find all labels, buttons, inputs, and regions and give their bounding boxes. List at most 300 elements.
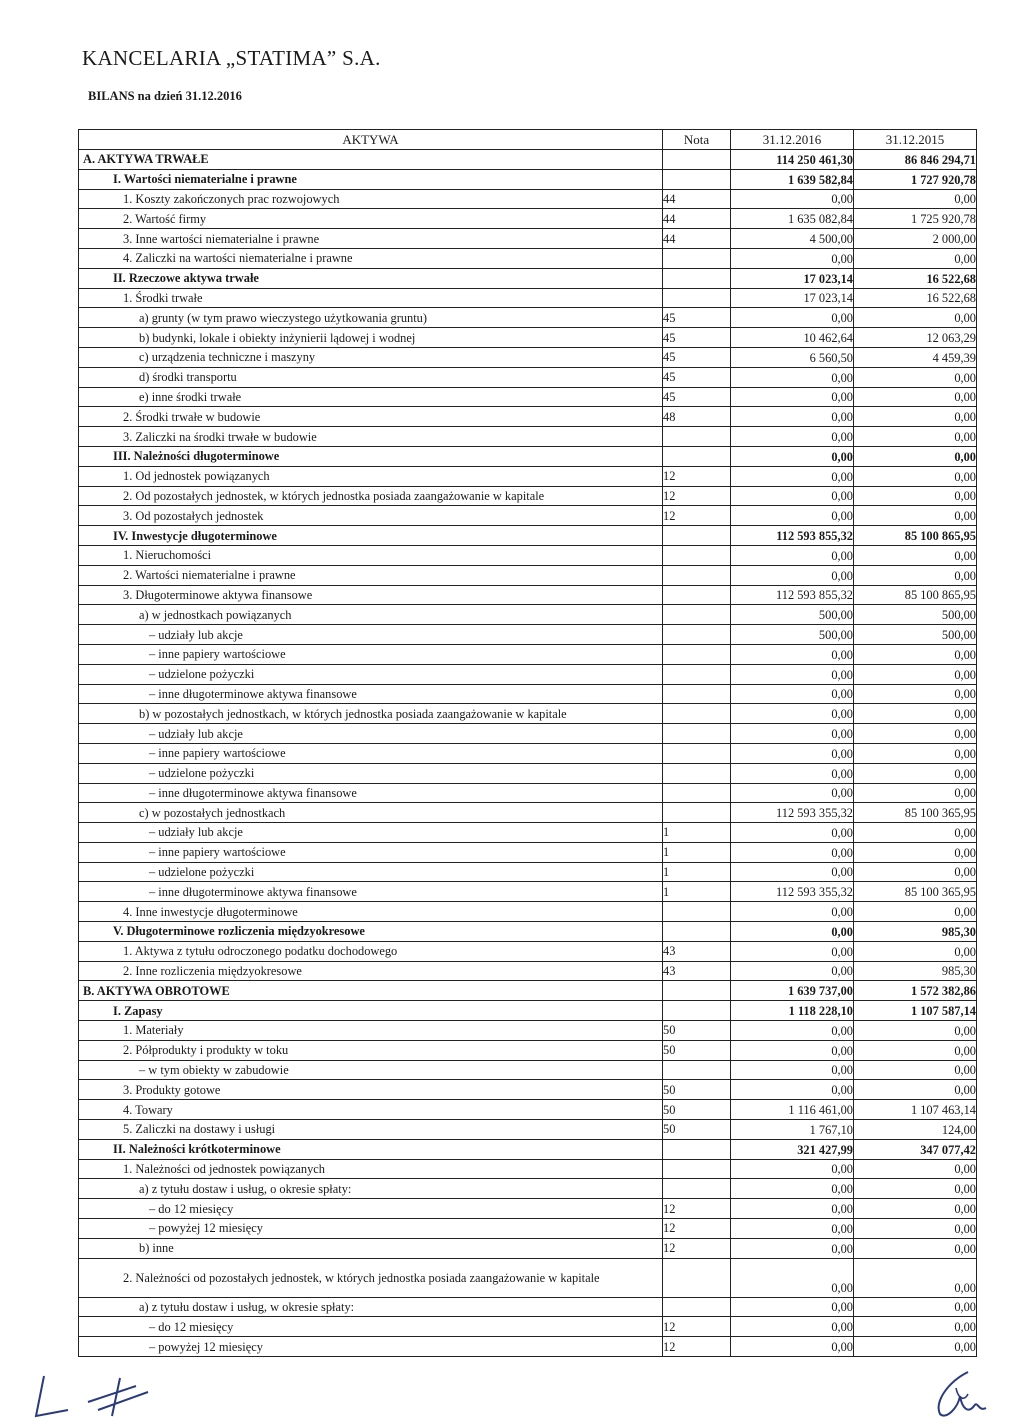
row-value-previous: 0,00 — [854, 1258, 977, 1297]
row-value-previous: 85 100 365,95 — [854, 803, 977, 823]
row-nota — [663, 1001, 731, 1021]
row-nota — [663, 803, 731, 823]
row-nota: 1 — [663, 823, 731, 843]
row-nota — [663, 169, 731, 189]
row-value-current: 0,00 — [731, 367, 854, 387]
row-value-current: 0,00 — [731, 941, 854, 961]
row-value-previous: 0,00 — [854, 1238, 977, 1258]
row-label: e) inne środki trwałe — [79, 387, 663, 407]
column-header-label: AKTYWA — [79, 130, 663, 150]
row-label: – udzielone pożyczki — [79, 664, 663, 684]
row-nota: 12 — [663, 1238, 731, 1258]
table-row — [79, 1238, 977, 1258]
row-value-previous: 0,00 — [854, 941, 977, 961]
row-value-previous: 0,00 — [854, 506, 977, 526]
row-label: a) z tytułu dostaw i usług, w okresie spłaty: — [79, 1297, 663, 1317]
row-label: b) w pozostałych jednostkach, w których jednostka posiada zaangażowanie w kapitale — [79, 704, 663, 724]
row-nota: 43 — [663, 961, 731, 981]
row-label: 2. Półprodukty i produkty w toku — [79, 1040, 663, 1060]
table-row — [79, 664, 977, 684]
row-label: 2. Należności od pozostałych jednostek, w których jednostka posiada zaangażowanie w kapitale — [79, 1258, 663, 1297]
row-label: 4. Zaliczki na wartości niematerialne i prawne — [79, 248, 663, 268]
table-row — [79, 288, 977, 308]
row-label: – inne długoterminowe aktywa finansowe — [79, 684, 663, 704]
row-label: 2. Środki trwałe w budowie — [79, 407, 663, 427]
table-row — [79, 1317, 977, 1337]
row-label: a) w jednostkach powiązanych — [79, 605, 663, 625]
row-value-previous: 12 063,29 — [854, 328, 977, 348]
row-label: – w tym obiekty w zabudowie — [79, 1060, 663, 1080]
row-label: 1. Środki trwałe — [79, 288, 663, 308]
balance-sheet-title: BILANS na dzień 31.12.2016 — [88, 89, 242, 103]
table-row — [79, 446, 977, 466]
row-label: 2. Wartości niematerialne i prawne — [79, 565, 663, 585]
row-value-current: 321 427,99 — [731, 1139, 854, 1159]
row-value-previous: 500,00 — [854, 625, 977, 645]
table-row — [79, 743, 977, 763]
row-nota — [663, 684, 731, 704]
table-row — [79, 724, 977, 744]
row-value-previous: 0,00 — [854, 763, 977, 783]
row-label: 3. Od pozostałych jednostek — [79, 506, 663, 526]
table-row — [79, 506, 977, 526]
row-value-current: 1 116 461,00 — [731, 1100, 854, 1120]
row-label: – udziały lub akcje — [79, 724, 663, 744]
row-value-current: 1 118 228,10 — [731, 1001, 854, 1021]
table-row — [79, 981, 977, 1001]
table-row — [79, 605, 977, 625]
table-header-row — [79, 130, 977, 150]
row-nota: 45 — [663, 347, 731, 367]
row-value-previous: 985,30 — [854, 922, 977, 942]
row-value-previous: 985,30 — [854, 961, 977, 981]
row-nota — [663, 922, 731, 942]
row-value-previous: 0,00 — [854, 367, 977, 387]
row-nota: 44 — [663, 189, 731, 209]
row-value-previous: 0,00 — [854, 664, 977, 684]
row-value-previous: 85 100 865,95 — [854, 585, 977, 605]
row-value-previous: 0,00 — [854, 644, 977, 664]
row-nota: 12 — [663, 506, 731, 526]
row-nota: 44 — [663, 229, 731, 249]
table-row — [79, 526, 977, 546]
row-nota — [663, 545, 731, 565]
row-value-previous: 1 725 920,78 — [854, 209, 977, 229]
table-row — [79, 328, 977, 348]
table-row — [79, 1199, 977, 1219]
table-row — [79, 150, 977, 170]
row-label: – do 12 miesięcy — [79, 1317, 663, 1337]
row-value-current: 0,00 — [731, 1021, 854, 1041]
row-value-current: 0,00 — [731, 823, 854, 843]
table-row — [79, 922, 977, 942]
row-nota: 1 — [663, 862, 731, 882]
table-row — [79, 565, 977, 585]
row-nota — [663, 526, 731, 546]
row-value-current: 0,00 — [731, 1337, 854, 1357]
row-value-previous: 0,00 — [854, 1219, 977, 1239]
row-value-previous: 0,00 — [854, 724, 977, 744]
row-label: 3. Zaliczki na środki trwałe w budowie — [79, 427, 663, 447]
table-row — [79, 1219, 977, 1239]
row-value-current: 0,00 — [731, 1159, 854, 1179]
row-label: – inne długoterminowe aktywa finansowe — [79, 882, 663, 902]
row-nota — [663, 565, 731, 585]
row-value-previous: 500,00 — [854, 605, 977, 625]
row-value-current: 1 639 582,84 — [731, 169, 854, 189]
row-value-previous: 0,00 — [854, 427, 977, 447]
row-label: – udzielone pożyczki — [79, 763, 663, 783]
row-label: b) budynki, lokale i obiekty inżynierii lądowej i wodnej — [79, 328, 663, 348]
table-row — [79, 941, 977, 961]
row-value-current: 0,00 — [731, 922, 854, 942]
table-row — [79, 189, 977, 209]
row-value-previous: 0,00 — [854, 545, 977, 565]
row-value-previous: 1 572 382,86 — [854, 981, 977, 1001]
row-value-current: 112 593 855,32 — [731, 526, 854, 546]
row-value-current: 0,00 — [731, 743, 854, 763]
row-value-current: 500,00 — [731, 605, 854, 625]
row-label: – inne papiery wartościowe — [79, 842, 663, 862]
signature-left-icon — [28, 1372, 158, 1420]
row-label: – udziały lub akcje — [79, 823, 663, 843]
table-row — [79, 1001, 977, 1021]
row-nota: 1 — [663, 842, 731, 862]
balance-sheet-table — [78, 129, 977, 1357]
row-value-current: 0,00 — [731, 466, 854, 486]
row-value-previous: 0,00 — [854, 743, 977, 763]
row-label: 1. Materiały — [79, 1021, 663, 1041]
row-nota: 48 — [663, 407, 731, 427]
column-header-nota: Nota — [663, 130, 731, 150]
row-value-previous: 0,00 — [854, 1159, 977, 1179]
row-nota — [663, 1060, 731, 1080]
row-nota: 1 — [663, 882, 731, 902]
row-nota: 12 — [663, 466, 731, 486]
row-label: 4. Towary — [79, 1100, 663, 1120]
row-value-previous: 85 100 365,95 — [854, 882, 977, 902]
row-nota — [663, 625, 731, 645]
row-label: 1. Należności od jednostek powiązanych — [79, 1159, 663, 1179]
row-nota — [663, 1258, 731, 1297]
row-label: B. AKTYWA OBROTOWE — [79, 981, 663, 1001]
row-nota: 50 — [663, 1040, 731, 1060]
row-value-previous: 4 459,39 — [854, 347, 977, 367]
row-value-current: 0,00 — [731, 407, 854, 427]
row-value-current: 0,00 — [731, 486, 854, 506]
row-label: 2. Od pozostałych jednostek, w których jednostka posiada zaangażowanie w kapitale — [79, 486, 663, 506]
row-value-current: 0,00 — [731, 189, 854, 209]
column-header-current: 31.12.2016 — [731, 130, 854, 150]
row-value-previous: 1 727 920,78 — [854, 169, 977, 189]
row-value-previous: 85 100 865,95 — [854, 526, 977, 546]
table-row — [79, 1040, 977, 1060]
row-value-current: 0,00 — [731, 684, 854, 704]
table-row — [79, 882, 977, 902]
row-value-current: 0,00 — [731, 506, 854, 526]
row-value-previous: 0,00 — [854, 1297, 977, 1317]
row-value-previous: 0,00 — [854, 783, 977, 803]
row-value-current: 17 023,14 — [731, 268, 854, 288]
table-row — [79, 466, 977, 486]
row-value-current: 4 500,00 — [731, 229, 854, 249]
row-value-current: 114 250 461,30 — [731, 150, 854, 170]
row-nota — [663, 1179, 731, 1199]
row-value-previous: 0,00 — [854, 902, 977, 922]
row-label: c) w pozostałych jednostkach — [79, 803, 663, 823]
row-value-current: 0,00 — [731, 427, 854, 447]
row-label: – udziały lub akcje — [79, 625, 663, 645]
row-label: II. Rzeczowe aktywa trwałe — [79, 268, 663, 288]
table-row — [79, 1297, 977, 1317]
table-row — [79, 1139, 977, 1159]
row-value-previous: 16 522,68 — [854, 268, 977, 288]
row-value-current: 0,00 — [731, 724, 854, 744]
row-value-current: 0,00 — [731, 1258, 854, 1297]
row-value-current: 112 593 355,32 — [731, 803, 854, 823]
row-label: I. Wartości niematerialne i prawne — [79, 169, 663, 189]
row-nota — [663, 724, 731, 744]
row-nota: 12 — [663, 1317, 731, 1337]
row-nota: 50 — [663, 1120, 731, 1140]
row-nota — [663, 664, 731, 684]
table-row — [79, 1100, 977, 1120]
row-value-previous: 0,00 — [854, 486, 977, 506]
row-nota — [663, 763, 731, 783]
table-row — [79, 387, 977, 407]
table-row — [79, 842, 977, 862]
table-row — [79, 308, 977, 328]
row-nota — [663, 783, 731, 803]
row-value-current: 0,00 — [731, 862, 854, 882]
row-value-previous: 0,00 — [854, 684, 977, 704]
table-row — [79, 1021, 977, 1041]
row-label: – inne papiery wartościowe — [79, 743, 663, 763]
row-nota: 50 — [663, 1021, 731, 1041]
row-value-current: 0,00 — [731, 1040, 854, 1060]
row-nota — [663, 585, 731, 605]
table-row — [79, 229, 977, 249]
table-row — [79, 684, 977, 704]
row-nota: 43 — [663, 941, 731, 961]
row-label: 1. Aktywa z tytułu odroczonego podatku dochodowego — [79, 941, 663, 961]
table-row — [79, 1120, 977, 1140]
row-label: 3. Produkty gotowe — [79, 1080, 663, 1100]
row-value-previous: 16 522,68 — [854, 288, 977, 308]
row-label: IV. Inwestycje długoterminowe — [79, 526, 663, 546]
row-nota: 44 — [663, 209, 731, 229]
row-label: – powyżej 12 miesięcy — [79, 1219, 663, 1239]
row-value-current: 0,00 — [731, 545, 854, 565]
row-value-current: 0,00 — [731, 1080, 854, 1100]
row-value-previous: 0,00 — [854, 565, 977, 585]
table-row — [79, 1258, 977, 1297]
row-label: a) z tytułu dostaw i usług, o okresie spłaty: — [79, 1179, 663, 1199]
row-value-current: 10 462,64 — [731, 328, 854, 348]
row-value-previous: 0,00 — [854, 1337, 977, 1357]
row-value-previous: 0,00 — [854, 1317, 977, 1337]
row-value-previous: 0,00 — [854, 248, 977, 268]
row-value-current: 112 593 355,32 — [731, 882, 854, 902]
row-value-current: 0,00 — [731, 1219, 854, 1239]
row-value-previous: 0,00 — [854, 1199, 977, 1219]
table-row — [79, 763, 977, 783]
table-row — [79, 486, 977, 506]
row-nota — [663, 743, 731, 763]
table-row — [79, 1337, 977, 1357]
table-row — [79, 347, 977, 367]
row-value-current: 0,00 — [731, 664, 854, 684]
row-value-previous: 0,00 — [854, 862, 977, 882]
row-label: V. Długoterminowe rozliczenia międzyokresowe — [79, 922, 663, 942]
row-value-current: 0,00 — [731, 902, 854, 922]
row-value-previous: 0,00 — [854, 407, 977, 427]
row-value-current: 0,00 — [731, 783, 854, 803]
table-row — [79, 1080, 977, 1100]
table-row — [79, 644, 977, 664]
row-value-current: 6 560,50 — [731, 347, 854, 367]
row-label: 1. Od jednostek powiązanych — [79, 466, 663, 486]
row-value-previous: 2 000,00 — [854, 229, 977, 249]
table-row — [79, 427, 977, 447]
table-row — [79, 169, 977, 189]
row-value-previous: 347 077,42 — [854, 1139, 977, 1159]
row-value-current: 1 639 737,00 — [731, 981, 854, 1001]
row-label: 3. Inne wartości niematerialne i prawne — [79, 229, 663, 249]
row-label: I. Zapasy — [79, 1001, 663, 1021]
row-nota — [663, 268, 731, 288]
row-value-current: 0,00 — [731, 1199, 854, 1219]
row-value-current: 0,00 — [731, 763, 854, 783]
row-value-previous: 0,00 — [854, 1060, 977, 1080]
table-row — [79, 961, 977, 981]
row-value-previous: 1 107 587,14 — [854, 1001, 977, 1021]
row-value-current: 0,00 — [731, 308, 854, 328]
row-nota: 12 — [663, 1199, 731, 1219]
table-row — [79, 823, 977, 843]
table-row — [79, 704, 977, 724]
table-row — [79, 902, 977, 922]
row-nota: 45 — [663, 328, 731, 348]
row-label: 2. Wartość firmy — [79, 209, 663, 229]
row-value-current: 112 593 855,32 — [731, 585, 854, 605]
row-nota: 45 — [663, 367, 731, 387]
table-row — [79, 783, 977, 803]
signature-right-icon — [928, 1368, 992, 1422]
row-value-previous: 0,00 — [854, 308, 977, 328]
row-label: b) inne — [79, 1238, 663, 1258]
row-value-previous: 124,00 — [854, 1120, 977, 1140]
row-label: 2. Inne rozliczenia międzyokresowe — [79, 961, 663, 981]
row-nota — [663, 644, 731, 664]
row-value-current: 0,00 — [731, 1297, 854, 1317]
column-header-previous: 31.12.2015 — [854, 130, 977, 150]
row-label: 3. Długoterminowe aktywa finansowe — [79, 585, 663, 605]
row-value-previous: 0,00 — [854, 1021, 977, 1041]
row-value-current: 0,00 — [731, 1060, 854, 1080]
row-value-previous: 0,00 — [854, 1080, 977, 1100]
row-nota — [663, 150, 731, 170]
row-label: III. Należności długoterminowe — [79, 446, 663, 466]
company-name: KANCELARIA „STATIMA” S.A. — [82, 46, 381, 70]
row-nota — [663, 902, 731, 922]
table-row — [79, 585, 977, 605]
row-value-current: 0,00 — [731, 644, 854, 664]
row-value-current: 0,00 — [731, 446, 854, 466]
table-row — [79, 367, 977, 387]
row-value-previous: 0,00 — [854, 1179, 977, 1199]
row-value-current: 500,00 — [731, 625, 854, 645]
row-nota — [663, 1159, 731, 1179]
row-value-previous: 0,00 — [854, 466, 977, 486]
row-label: 1. Koszty zakończonych prac rozwojowych — [79, 189, 663, 209]
row-value-previous: 86 846 294,71 — [854, 150, 977, 170]
row-label: – powyżej 12 miesięcy — [79, 1337, 663, 1357]
table-row — [79, 1159, 977, 1179]
row-label: A. AKTYWA TRWAŁE — [79, 150, 663, 170]
row-value-current: 17 023,14 — [731, 288, 854, 308]
row-label: c) urządzenia techniczne i maszyny — [79, 347, 663, 367]
row-value-current: 0,00 — [731, 842, 854, 862]
row-nota: 45 — [663, 308, 731, 328]
row-value-current: 0,00 — [731, 961, 854, 981]
row-value-previous: 0,00 — [854, 842, 977, 862]
row-label: – inne długoterminowe aktywa finansowe — [79, 783, 663, 803]
row-nota: 12 — [663, 1219, 731, 1239]
row-value-current: 0,00 — [731, 248, 854, 268]
row-value-previous: 0,00 — [854, 704, 977, 724]
row-value-current: 0,00 — [731, 1179, 854, 1199]
row-nota — [663, 248, 731, 268]
row-label: – udzielone pożyczki — [79, 862, 663, 882]
row-nota — [663, 427, 731, 447]
row-value-previous: 0,00 — [854, 387, 977, 407]
row-nota — [663, 981, 731, 1001]
row-value-current: 0,00 — [731, 704, 854, 724]
table-row — [79, 803, 977, 823]
row-label: d) środki transportu — [79, 367, 663, 387]
table-row — [79, 1060, 977, 1080]
row-value-current: 0,00 — [731, 565, 854, 585]
table-row — [79, 407, 977, 427]
row-nota: 12 — [663, 1337, 731, 1357]
row-value-previous: 0,00 — [854, 446, 977, 466]
row-value-current: 0,00 — [731, 387, 854, 407]
table-body — [79, 150, 977, 1357]
row-nota: 45 — [663, 387, 731, 407]
row-value-previous: 1 107 463,14 — [854, 1100, 977, 1120]
row-label: II. Należności krótkoterminowe — [79, 1139, 663, 1159]
table-row — [79, 248, 977, 268]
row-label: – inne papiery wartościowe — [79, 644, 663, 664]
row-nota — [663, 1139, 731, 1159]
table-row — [79, 209, 977, 229]
row-nota — [663, 1297, 731, 1317]
table-row — [79, 1179, 977, 1199]
row-nota — [663, 446, 731, 466]
row-value-current: 0,00 — [731, 1317, 854, 1337]
row-label: 1. Nieruchomości — [79, 545, 663, 565]
row-label: 4. Inne inwestycje długoterminowe — [79, 902, 663, 922]
table-row — [79, 862, 977, 882]
row-value-previous: 0,00 — [854, 189, 977, 209]
row-label: 5. Zaliczki na dostawy i usługi — [79, 1120, 663, 1140]
table-row — [79, 625, 977, 645]
row-nota — [663, 704, 731, 724]
row-value-previous: 0,00 — [854, 1040, 977, 1060]
table-row — [79, 268, 977, 288]
row-nota: 12 — [663, 486, 731, 506]
